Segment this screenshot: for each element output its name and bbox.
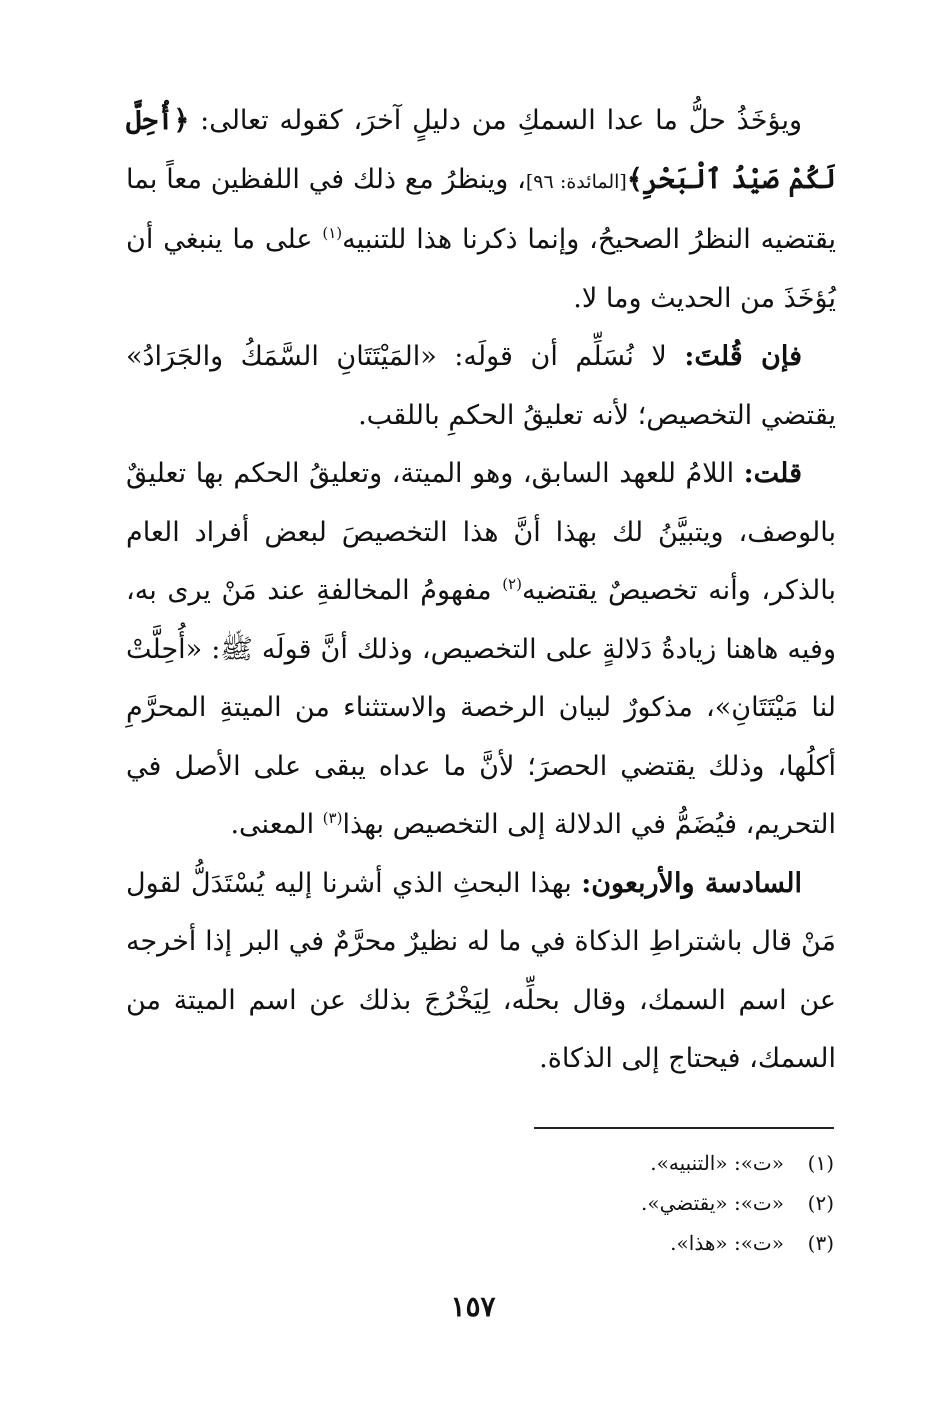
footnotes [334,1143,834,1263]
footnote-number: (٣) [807,1231,834,1255]
paragraph-text: بهذا البحثِ الذي أشرنا إليه يُسْتَدَلُّ لقول مَنْ قال باشتراطِ الذكاة في ما له نظيرٌ محرَّمٌ في البر إذا أخرجه عن اسم السمك، وقال بحلِّه، لِيَخْرُجَ بذلك عن اسم الميتة من السمك، فيحتاج إلى الذكاة. [126,867,836,1074]
paragraph-heading: قلت: [743,458,802,489]
paragraph-heading: فإن قُلتَ: [684,341,803,372]
page-number: ١٥٧ [450,1290,496,1323]
paragraph-text: المعنى. [230,809,323,840]
paragraph-text: لا نُسَلِّم أن قولَه: «المَيْتَتَانِ السَّمَكُ والجَرَادُ» يقتضي التخصيص؛ لأنه تعليقُ الحكمِ باللقب. [126,341,836,431]
quran-verse: ﴿أُحِلَّ لَكُمْ صَيْدُ ٱلْبَحْرِ﴾ [126,105,836,195]
footnote-marker: (٣) [322,809,343,827]
paragraph-3 [126,445,836,855]
paragraph-text: ويؤخَذُ حلُّ ما عدا السمكِ من دليلٍ آخرَ، كقوله تعالى: [189,105,802,136]
footnote-text: «ت»: «هذا». [670,1231,784,1255]
footnote-number: (١) [807,1151,834,1175]
paragraph-2 [126,328,836,445]
footnote [334,1143,834,1183]
footnote-divider [534,1127,834,1129]
paragraph-text: اللامُ للعهد السابق، وهو الميتة، وتعليقُ الحكم بها تعليقٌ بالوصف، ويتبيَّنُ لك بهذا أنَّ هذا التخصيصَ لبعض أفراد العام بالذكر، وأنه تخصيصٌ يقتضيه [126,458,836,606]
paragraph-4 [126,855,836,1089]
footnote-number: (٢) [807,1191,834,1215]
verse-reference: [المائدة: ٩٦] [525,170,627,193]
footnote-marker: (١) [322,224,343,242]
paragraph-1 [126,92,836,328]
footnote [334,1223,834,1263]
footnote [334,1183,834,1223]
paragraph-heading: السادسة والأربعون: [581,867,802,899]
footnote-text: «ت»: «التنبيه». [650,1151,784,1175]
paragraph-text: ، وينظرُ مع ذلك في اللفظين معاً بما يقتضيه النظرُ الصحيحُ، وإنما ذكرنا هذا للتنبيه [126,163,836,255]
paragraph-text: على ما ينبغي أن يُؤخَذَ من الحديث وما لا. [126,224,836,314]
paragraph-text: مفهومُ المخالفةِ عند مَنْ يرى به، وفيه هاهنا زيادةُ دَلالةٍ على التخصيص، وذلك أنَّ قولَه ﷺ: «أُحِلَّتْ لنا مَيْتَتَانِ»، مذكورٌ لبيان الرخصة والاستثناء من الميتةِ المحرَّمِ أكلُها، وذلك يقتضي الحصرَ؛ لأنَّ ما عداه يبقى على الأصل في التحريم، فيُضَمُّ في الدلالة إلى التخصيص بهذا [126,575,836,840]
footnote-text: «ت»: «يقتضي». [641,1191,784,1215]
footnote-marker: (٢) [502,575,522,593]
main-text [126,92,836,1089]
